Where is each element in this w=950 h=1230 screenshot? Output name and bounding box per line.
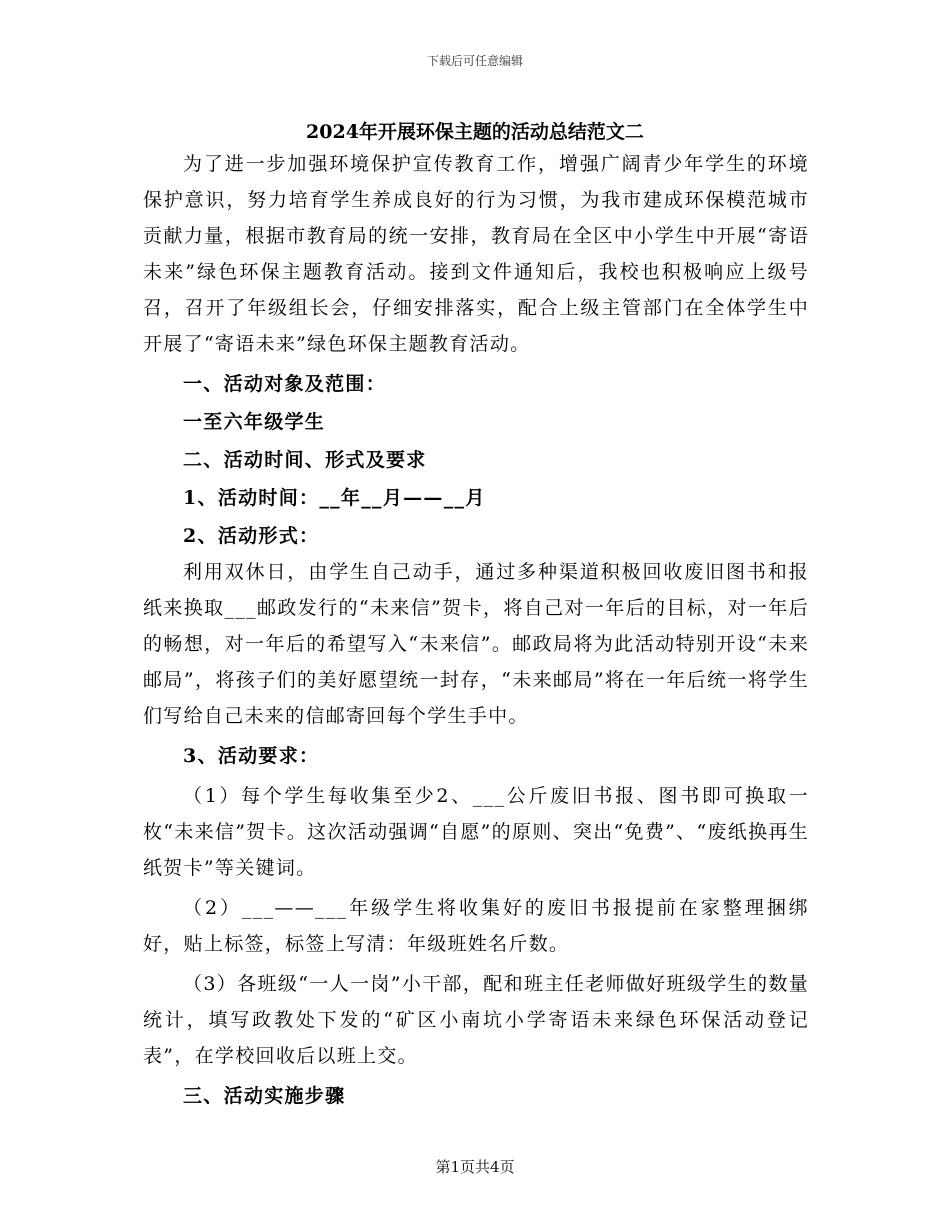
- requirement-3: （3）各班级“一人一岗”小干部，配和班主任老师做好班级学生的数量统计，填写政教处下发的“矿区小南坑小学寄语未来绿色环保活动登记表”，在学校回收后以班上交。: [143, 973, 809, 1067]
- activity-time: 1、活动时间：__年__月——__月: [183, 487, 486, 509]
- intro-paragraph: 为了进一步加强环境保护宣传教育工作，增强广阔青少年学生的环境保护意识，努力培育学生养成良好的行为习惯，为我市建成环保模范城市贡献力量，根据市教育局的统一安排，教育局在全区中小学生中开展“寄语未来”绿色环保主题教育活动。接到文件通知后，我校也积极响应上级号召，召开了年级组长会，仔细安排落实，配合上级主管部门在全体学生中开展了“寄语未来”绿色环保主题教育活动。: [143, 153, 809, 355]
- section-1-heading: 一、活动对象及范围：: [183, 373, 387, 395]
- section-2-heading: 二、活动时间、形式及要求: [183, 449, 427, 471]
- requirement-2: （2）___——___年级学生将收集好的废旧书报提前在家整理捆绑好，贴上标签，标签上写清：年级班姓名斤数。: [143, 897, 809, 955]
- activity-form-heading: 2、活动形式：: [183, 525, 320, 547]
- activity-requirements-heading: 3、活动要求：: [183, 745, 320, 767]
- section-1-body: 一至六年级学生: [183, 411, 326, 433]
- document-title: 2024年开展环保主题的活动总结范文二: [306, 121, 644, 143]
- activity-form-paragraph: 利用双休日，由学生自己动手，通过多种渠道积极回收废旧图书和报纸来换取___邮政发行的“未来信”贺卡，将自己对一年后的目标，对一年后的畅想，对一年后的希望写入“未来信”。邮政局将为此活动特别开设“未来邮局”，将孩子们的美好愿望统一封存，“未来邮局”将在一年后统一将学生们写给自己未来的信邮寄回每个学生手中。: [143, 561, 809, 727]
- document-body: [143, 146, 809, 1114]
- section-3-heading: 三、活动实施步骤: [183, 1085, 346, 1107]
- requirement-1: （1）每个学生每收集至少2、___公斤废旧书报、图书即可换取一枚“未来信”贺卡。这次活动强调“自愿”的原则、突出“免费”、“废纸换再生纸贺卡”等关键词。: [143, 785, 809, 879]
- page-header: 下载后可任意编辑: [426, 54, 523, 68]
- page-footer: 第1页共4页: [435, 1158, 515, 1176]
